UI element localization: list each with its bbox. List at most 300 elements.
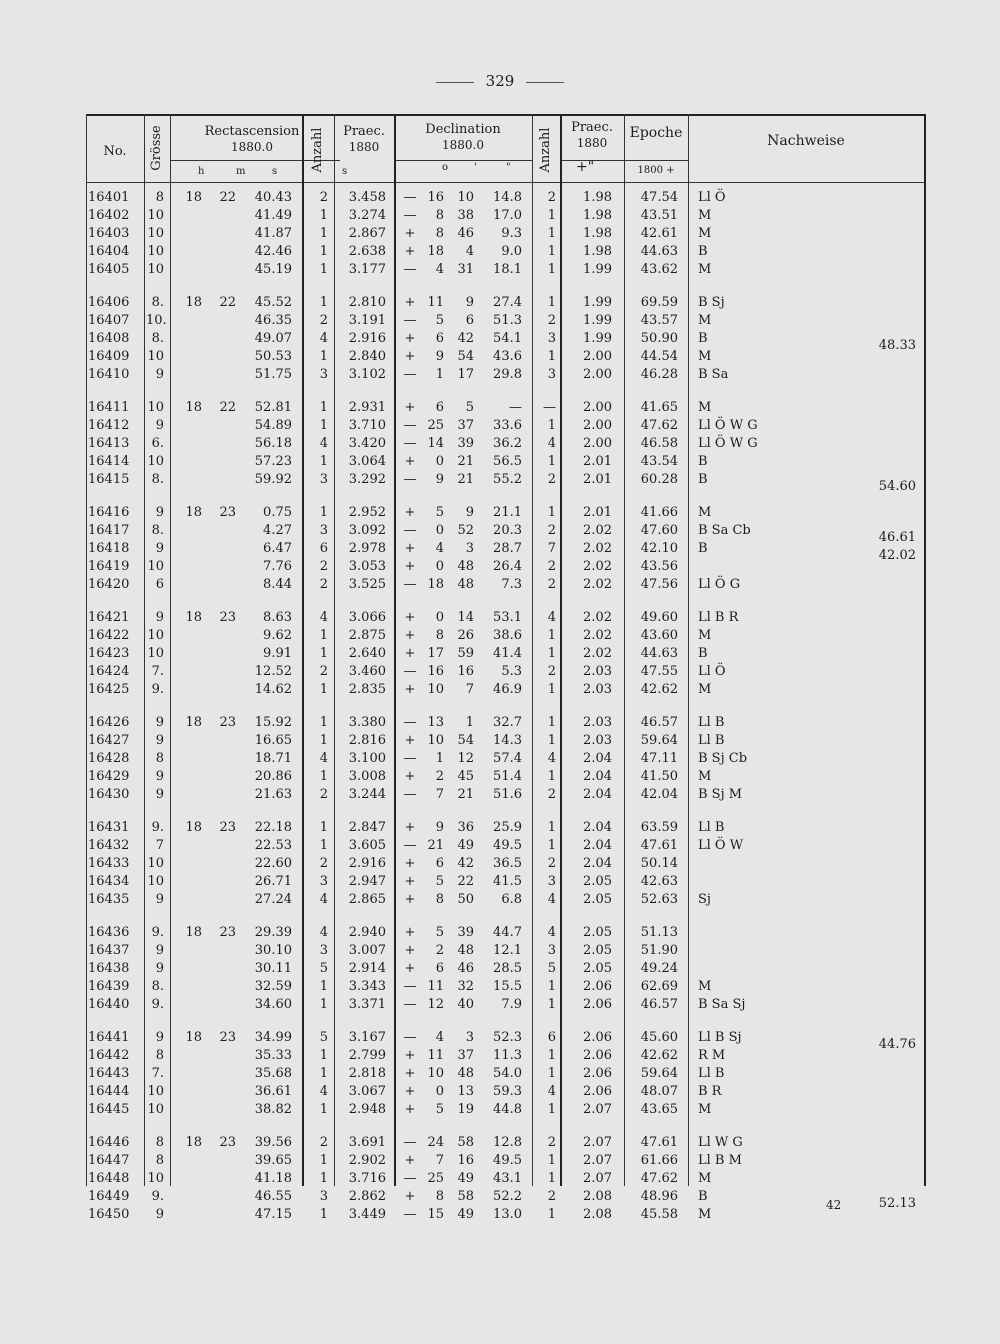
cell-ds: + [404, 646, 416, 661]
cell-p2: 2.08 [583, 1207, 612, 1222]
cell-gr: 8 [155, 1153, 164, 1168]
cell-n1: 3 [319, 874, 328, 889]
cell-n1: 3 [319, 472, 328, 487]
page-number [0, 72, 1000, 90]
cell-gr: 10 [147, 1084, 164, 1099]
cell-p1: 3.167 [348, 1030, 386, 1045]
cell-ep: 44.63 [640, 646, 678, 661]
cell-ds: — [403, 436, 417, 451]
cell-ex: 46.61 [878, 530, 916, 545]
cell-ds: — [403, 1030, 417, 1045]
cell-s: 46.55 [254, 1189, 292, 1204]
cell-ep: 47.61 [640, 838, 678, 853]
cell-p2: 2.07 [583, 1102, 612, 1117]
cell-nw: Ll B [698, 820, 725, 835]
table-row [86, 521, 926, 545]
cell-nw: Ll B [698, 1066, 725, 1081]
cell-s: 22.18 [254, 820, 292, 835]
cell-dd: 16 [427, 664, 444, 679]
cell-nw: Ll Ö G [698, 577, 741, 592]
table-row [86, 452, 926, 471]
cell-n1: 2 [319, 787, 328, 802]
header-decl-sec: " [506, 162, 511, 173]
cell-h: 18 [185, 820, 202, 835]
cell-m: 22 [219, 295, 236, 310]
cell-no: 16443 [88, 1066, 130, 1081]
cell-gr: 9 [155, 892, 164, 907]
cell-n1: 2 [319, 313, 328, 328]
cell-nw: B Sj Cb [698, 751, 748, 766]
header-praec1-unit: s [342, 166, 348, 177]
cell-ep: 52.63 [640, 892, 678, 907]
cell-ep: 41.66 [640, 505, 678, 520]
cell-ep: 47.55 [640, 664, 678, 679]
cell-no: 16442 [88, 1048, 130, 1063]
cell-dm: 3 [465, 1030, 474, 1045]
cell-p1: 2.947 [348, 874, 386, 889]
cell-dm: 13 [457, 1084, 474, 1099]
cell-n2: 1 [547, 682, 556, 697]
cell-dsec: 56.5 [493, 454, 522, 469]
cell-gr: 9 [155, 943, 164, 958]
cell-no: 16427 [88, 733, 130, 748]
cell-nw: Ll W G [698, 1135, 743, 1150]
cell-n2: 1 [547, 838, 556, 853]
cell-dm: 4 [465, 244, 474, 259]
cell-gr: 9 [155, 367, 164, 382]
cell-p1: 2.940 [348, 925, 386, 940]
cell-no: 16404 [88, 244, 130, 259]
cell-n1: 1 [319, 979, 328, 994]
cell-n2: 4 [547, 436, 556, 451]
cell-n2: 2 [547, 577, 556, 592]
cell-p1: 3.274 [348, 208, 386, 223]
cell-dsec: 7.9 [501, 997, 522, 1012]
cell-dsec: 9.3 [501, 226, 522, 241]
star-catalogue-table [86, 114, 926, 1222]
cell-no: 16408 [88, 331, 130, 346]
cell-m: 23 [219, 820, 236, 835]
cell-no: 16402 [88, 208, 130, 223]
cell-s: 57.23 [254, 454, 292, 469]
cell-ds: + [404, 244, 416, 259]
header-ra-epoch: 1880.0 [231, 140, 273, 154]
cell-dd: 24 [427, 1135, 444, 1150]
cell-no: 16444 [88, 1084, 130, 1099]
cell-no: 16441 [88, 1030, 130, 1045]
cell-s: 41.87 [254, 226, 292, 241]
cell-p2: 1.99 [583, 262, 612, 277]
table-row [86, 1064, 926, 1083]
cell-dsec: 41.4 [493, 646, 522, 661]
cell-p2: 1.99 [583, 295, 612, 310]
table-row [86, 959, 926, 978]
cell-p2: 2.06 [583, 1048, 612, 1063]
cell-ds: — [403, 262, 417, 277]
cell-n2: 1 [547, 349, 556, 364]
cell-m: 22 [219, 400, 236, 415]
decl-header-rule [396, 160, 532, 161]
cell-ep: 43.65 [640, 1102, 678, 1117]
cell-p2: 2.08 [583, 1189, 612, 1204]
cell-gr: 6. [151, 436, 164, 451]
cell-no: 16418 [88, 541, 130, 556]
table-row [86, 1100, 926, 1119]
cell-ep: 49.24 [640, 961, 678, 976]
cell-ep: 43.54 [640, 454, 678, 469]
cell-n1: 1 [319, 682, 328, 697]
cell-p1: 3.100 [348, 751, 386, 766]
cell-m: 23 [219, 505, 236, 520]
cell-ds: — [403, 1135, 417, 1150]
cell-ep: 42.04 [640, 787, 678, 802]
cell-gr: 9. [151, 925, 164, 940]
cell-ds: — [403, 367, 417, 382]
cell-nw: B [698, 454, 708, 469]
cell-n1: 1 [319, 454, 328, 469]
cell-dd: 7 [435, 787, 444, 802]
cell-dm: 12 [457, 751, 474, 766]
cell-dsec: 20.3 [493, 523, 522, 538]
cell-ep: 47.56 [640, 577, 678, 592]
cell-s: 59.92 [254, 472, 292, 487]
cell-nw: B [698, 472, 708, 487]
cell-ds: — [403, 997, 417, 1012]
cell-p1: 3.605 [348, 838, 386, 853]
cell-n1: 1 [319, 1153, 328, 1168]
cell-dm: 10 [457, 190, 474, 205]
cell-ep: 46.57 [640, 715, 678, 730]
cell-p1: 2.902 [348, 1153, 386, 1168]
cell-no: 16433 [88, 856, 130, 871]
cell-s: 39.65 [254, 1153, 292, 1168]
cell-s: 4.27 [263, 523, 292, 538]
table-row [86, 1205, 926, 1224]
cell-s: 8.44 [263, 577, 292, 592]
cell-dsec: 27.4 [493, 295, 522, 310]
cell-gr: 10 [147, 226, 164, 241]
cell-dsec: 25.9 [493, 820, 522, 835]
cell-dsec: 12.8 [493, 1135, 522, 1150]
cell-n2: 5 [547, 961, 556, 976]
cell-gr: 9 [155, 541, 164, 556]
cell-h: 18 [185, 1135, 202, 1150]
cell-s: 50.53 [254, 349, 292, 364]
cell-nw: M [698, 628, 712, 643]
cell-ds: — [403, 208, 417, 223]
cell-dsec: 44.7 [493, 925, 522, 940]
cell-n1: 4 [319, 751, 328, 766]
cell-n2: 4 [547, 610, 556, 625]
cell-n1: 2 [319, 190, 328, 205]
cell-p1: 2.816 [348, 733, 386, 748]
cell-ex: 54.60 [878, 479, 916, 494]
cell-n2: 1 [547, 628, 556, 643]
cell-p1: 3.244 [348, 787, 386, 802]
cell-dd: 11 [427, 1048, 444, 1063]
cell-nw: M [698, 226, 712, 241]
cell-s: 41.49 [254, 208, 292, 223]
cell-no: 16434 [88, 874, 130, 889]
cell-p2: 2.04 [583, 820, 612, 835]
cell-ep: 44.63 [640, 244, 678, 259]
table-row [86, 941, 926, 960]
cell-ds: + [404, 925, 416, 940]
cell-gr: 8 [155, 190, 164, 205]
cell-no: 16411 [88, 400, 130, 415]
cell-p1: 3.053 [348, 559, 386, 574]
cell-no: 16415 [88, 472, 130, 487]
cell-dm: 40 [457, 997, 474, 1012]
cell-m: 23 [219, 715, 236, 730]
cell-n2: 1 [547, 1207, 556, 1222]
cell-n2: 1 [547, 505, 556, 520]
cell-n2: 1 [547, 226, 556, 241]
cell-ep: 45.58 [640, 1207, 678, 1222]
cell-n1: 2 [319, 856, 328, 871]
cell-gr: 10 [147, 400, 164, 415]
cell-ep: 62.69 [640, 979, 678, 994]
cell-nw: M [698, 769, 712, 784]
cell-dm: 49 [457, 838, 474, 853]
cell-n2: 1 [547, 979, 556, 994]
cell-no: 16426 [88, 715, 130, 730]
cell-nw: B R [698, 1084, 722, 1099]
cell-dd: 4 [435, 1030, 444, 1045]
cell-dm: 7 [465, 682, 474, 697]
cell-p2: 2.04 [583, 787, 612, 802]
cell-no: 16429 [88, 769, 130, 784]
cell-gr: 8. [151, 523, 164, 538]
cell-gr: 8 [155, 751, 164, 766]
cell-dsec: 5.3 [501, 664, 522, 679]
cell-ds: + [404, 1189, 416, 1204]
cell-n1: 2 [319, 1135, 328, 1150]
cell-dsec: 46.9 [493, 682, 522, 697]
cell-nw: B [698, 541, 708, 556]
cell-n1: 1 [319, 295, 328, 310]
cell-dd: 5 [435, 1102, 444, 1117]
cell-p2: 2.01 [583, 505, 612, 520]
cell-n1: 3 [319, 367, 328, 382]
cell-gr: 10 [147, 1102, 164, 1117]
cell-n1: 4 [319, 436, 328, 451]
cell-dd: 10 [427, 682, 444, 697]
cell-n2: 1 [547, 418, 556, 433]
cell-p1: 2.640 [348, 646, 386, 661]
header-groesse: Grösse [149, 125, 164, 171]
cell-ep: 59.64 [640, 733, 678, 748]
cell-nw: M [698, 505, 712, 520]
table-row [86, 503, 926, 522]
cell-p1: 2.867 [348, 226, 386, 241]
cell-dd: 11 [427, 295, 444, 310]
table-row [86, 206, 926, 225]
cell-gr: 9 [155, 1030, 164, 1045]
cell-nw: B [698, 1189, 708, 1204]
cell-nw: Ll B R [698, 610, 739, 625]
cell-dsec: 36.2 [493, 436, 522, 451]
cell-ds: — [403, 313, 417, 328]
cell-gr: 6 [155, 577, 164, 592]
cell-dsec: 57.4 [493, 751, 522, 766]
cell-dd: 6 [435, 961, 444, 976]
cell-no: 16439 [88, 979, 130, 994]
cell-p1: 2.799 [348, 1048, 386, 1063]
cell-p2: 2.02 [583, 541, 612, 556]
cell-n1: 1 [319, 1207, 328, 1222]
header-decl-title: Declination [425, 122, 501, 137]
cell-gr: 8. [151, 331, 164, 346]
cell-dsec: 29.8 [493, 367, 522, 382]
cell-ds: + [404, 874, 416, 889]
table-row [86, 365, 926, 384]
cell-dm: 48 [457, 559, 474, 574]
cell-dd: 5 [435, 925, 444, 940]
table-row [86, 1046, 926, 1065]
cell-dd: 25 [427, 418, 444, 433]
cell-dd: 18 [427, 577, 444, 592]
header-nachweise: Nachweise [767, 133, 845, 149]
cell-dsec: 55.2 [493, 472, 522, 487]
cell-n2: 2 [547, 523, 556, 538]
cell-dsec: 33.6 [493, 418, 522, 433]
cell-gr: 7. [151, 664, 164, 679]
cell-dsec: 28.5 [493, 961, 522, 976]
table-row [86, 662, 926, 681]
cell-dd: 5 [435, 313, 444, 328]
cell-dd: 0 [435, 1084, 444, 1099]
cell-gr: 10 [147, 646, 164, 661]
cell-p2: 2.06 [583, 1066, 612, 1081]
cell-p1: 3.292 [348, 472, 386, 487]
cell-dd: 8 [435, 892, 444, 907]
cell-p1: 2.818 [348, 1066, 386, 1081]
cell-dsec: 49.5 [493, 838, 522, 853]
cell-nw: Ll B M [698, 1153, 742, 1168]
cell-ep: 42.62 [640, 682, 678, 697]
cell-ep: 46.28 [640, 367, 678, 382]
cell-m: 22 [219, 190, 236, 205]
cell-dd: 9 [435, 349, 444, 364]
table-row [86, 836, 926, 855]
cell-p1: 2.916 [348, 331, 386, 346]
cell-n2: 1 [547, 1153, 556, 1168]
table-row [86, 224, 926, 243]
cell-p1: 3.007 [348, 943, 386, 958]
cell-dsec: 9.0 [501, 244, 522, 259]
cell-ds: + [404, 961, 416, 976]
cell-no: 16449 [88, 1189, 130, 1204]
table-row [86, 749, 926, 768]
cell-nw: B Sj M [698, 787, 743, 802]
table-row [86, 713, 926, 732]
cell-dsec: 51.3 [493, 313, 522, 328]
cell-p2: 2.00 [583, 367, 612, 382]
cell-s: 22.60 [254, 856, 292, 871]
table-row [86, 680, 926, 699]
cell-dsec: 12.1 [493, 943, 522, 958]
cell-ep: 47.62 [640, 1171, 678, 1186]
cell-p2: 2.03 [583, 682, 612, 697]
cell-p2: 2.04 [583, 838, 612, 853]
table-row [86, 329, 926, 353]
cell-ds: — [403, 418, 417, 433]
cell-ds: + [404, 454, 416, 469]
cell-nw: Ll Ö W G [698, 418, 758, 433]
cell-n2: 3 [547, 874, 556, 889]
cell-dd: 5 [435, 505, 444, 520]
header-praec2-title: Praec. [571, 120, 613, 135]
cell-dd: 10 [427, 1066, 444, 1081]
cell-p1: 2.810 [348, 295, 386, 310]
cell-dsec: 11.3 [493, 1048, 522, 1063]
cell-ds: + [404, 1066, 416, 1081]
cell-dsec: 18.1 [493, 262, 522, 277]
cell-dd: 8 [435, 1189, 444, 1204]
cell-dm: 45 [457, 769, 474, 784]
cell-dm: 21 [457, 472, 474, 487]
table-row [86, 539, 926, 563]
cell-n1: 1 [319, 505, 328, 520]
cell-nw: B Sa Sj [698, 997, 746, 1012]
cell-p1: 3.380 [348, 715, 386, 730]
cell-no: 16401 [88, 190, 130, 205]
table-row [86, 1187, 926, 1211]
cell-p2: 1.99 [583, 313, 612, 328]
cell-nw: M [698, 979, 712, 994]
cell-ep: 41.50 [640, 769, 678, 784]
cell-h: 18 [185, 190, 202, 205]
cell-dsec: 51.4 [493, 769, 522, 784]
cell-p1: 2.638 [348, 244, 386, 259]
table-row [86, 575, 926, 594]
cell-dd: 7 [435, 1153, 444, 1168]
cell-p2: 1.98 [583, 244, 612, 259]
cell-p2: 2.00 [583, 418, 612, 433]
cell-dsec: 59.3 [493, 1084, 522, 1099]
cell-s: 6.47 [263, 541, 292, 556]
cell-dsec: 41.5 [493, 874, 522, 889]
cell-dm: 54 [457, 733, 474, 748]
cell-nw: B [698, 646, 708, 661]
cell-dm: 58 [457, 1189, 474, 1204]
cell-ds: + [404, 349, 416, 364]
cell-n2: 1 [547, 769, 556, 784]
cell-dm: 38 [457, 208, 474, 223]
cell-no: 16437 [88, 943, 130, 958]
cell-p1: 2.914 [348, 961, 386, 976]
cell-ep: 43.57 [640, 313, 678, 328]
cell-dm: 31 [457, 262, 474, 277]
cell-gr: 8. [151, 472, 164, 487]
cell-s: 30.11 [254, 961, 292, 976]
cell-n2: 2 [547, 313, 556, 328]
cell-s: 7.76 [263, 559, 292, 574]
table-row [86, 977, 926, 996]
cell-p2: 2.04 [583, 751, 612, 766]
cell-ds: — [403, 715, 417, 730]
cell-p2: 2.03 [583, 664, 612, 679]
epoche-header-rule [624, 160, 688, 161]
cell-ds: + [404, 1048, 416, 1063]
cell-n2: 1 [547, 1066, 556, 1081]
cell-n1: 2 [319, 559, 328, 574]
cell-n1: 5 [319, 1030, 328, 1045]
cell-s: 47.15 [254, 1207, 292, 1222]
cell-n1: 1 [319, 262, 328, 277]
cell-ds: + [404, 628, 416, 643]
